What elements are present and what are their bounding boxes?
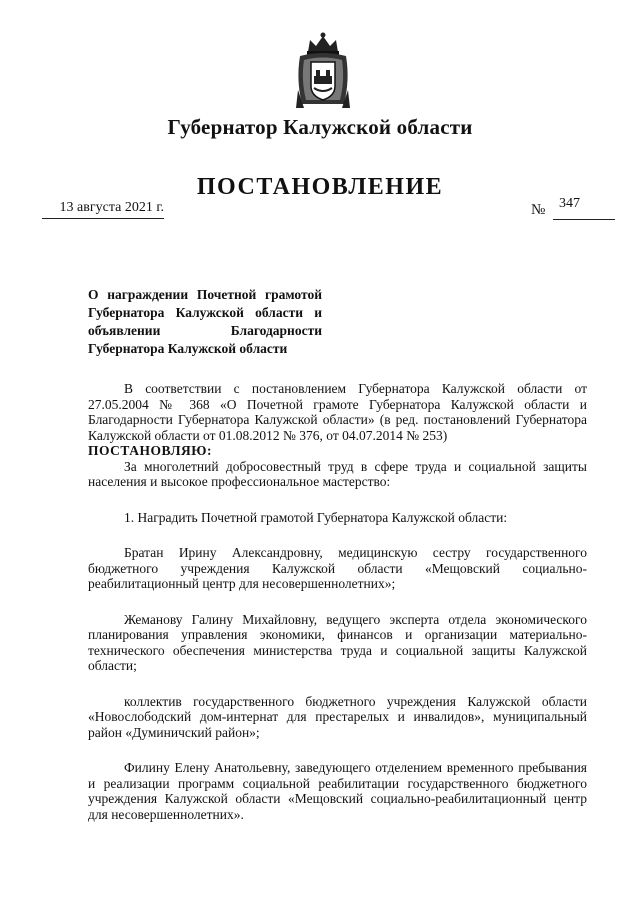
document-subject: О награждении Почетной грамотой Губернатора Калужской области и объявлении Благодарности Губернатора Калужской области — [88, 287, 322, 356]
document-number-value: 347 — [559, 196, 580, 211]
awardee-paragraph: Братан Ирину Александровну, медицинскую сестру государственного бюджетного учреждения Калужской области «Мещовский социально-реабилитационный центр для несовершеннолетних»; — [88, 545, 587, 591]
awardee-paragraph: Филину Елену Анатольевну, заведующего отделением временного пребывания и реализации программ социальной реабилитации государственного бюджетного учреждения Калужской области «Мещовский социально-реабилитационный центр для несовершеннолетних». — [88, 760, 587, 822]
number-sign: № — [531, 202, 546, 218]
issuing-authority: Губернатор Калужской области — [167, 115, 473, 139]
kaluga-coat-of-arms-icon — [292, 30, 354, 112]
document-type-title: ПОСТАНОВЛЕНИЕ — [196, 174, 444, 200]
document-date: 13 августа 2021 г. — [42, 200, 164, 219]
resolve-heading: ПОСТАНОВЛЯЮ: — [88, 443, 212, 458]
preamble-paragraph: В соответствии с постановлением Губернатора Калужской области от 27.05.2004 № 368 «О Почетной грамоте Губернатора Калужской области и Благодарности Губернатора Калужской области» (в ред. постановлений Губернатора Калужской области от 01.08.2012 № 376, от 04.07.2014 № 253) — [88, 381, 587, 443]
item-1-paragraph: 1. Наградить Почетной грамотой Губернатора Калужской области: — [124, 509, 508, 525]
document-number — [553, 196, 615, 220]
awardee-paragraph: коллектив государственного бюджетного учреждения Калужской области «Новослободский дом-интернат для престарелых и инвалидов», муниципальный район «Думиничский район»; — [88, 693, 587, 740]
document-body — [88, 381, 587, 822]
reason-paragraph: За многолетний добросовестный труд в сфере труда и социальной защиты населения и высокое профессиональное мастерство: — [88, 458, 587, 489]
awardee-paragraph: Жеманову Галину Михайловну, ведущего эксперта отдела экономического планирования управления экономики, финансов и организации материально-технического обеспечения министерства труда и социальной защиты Калужской области; — [88, 611, 587, 673]
